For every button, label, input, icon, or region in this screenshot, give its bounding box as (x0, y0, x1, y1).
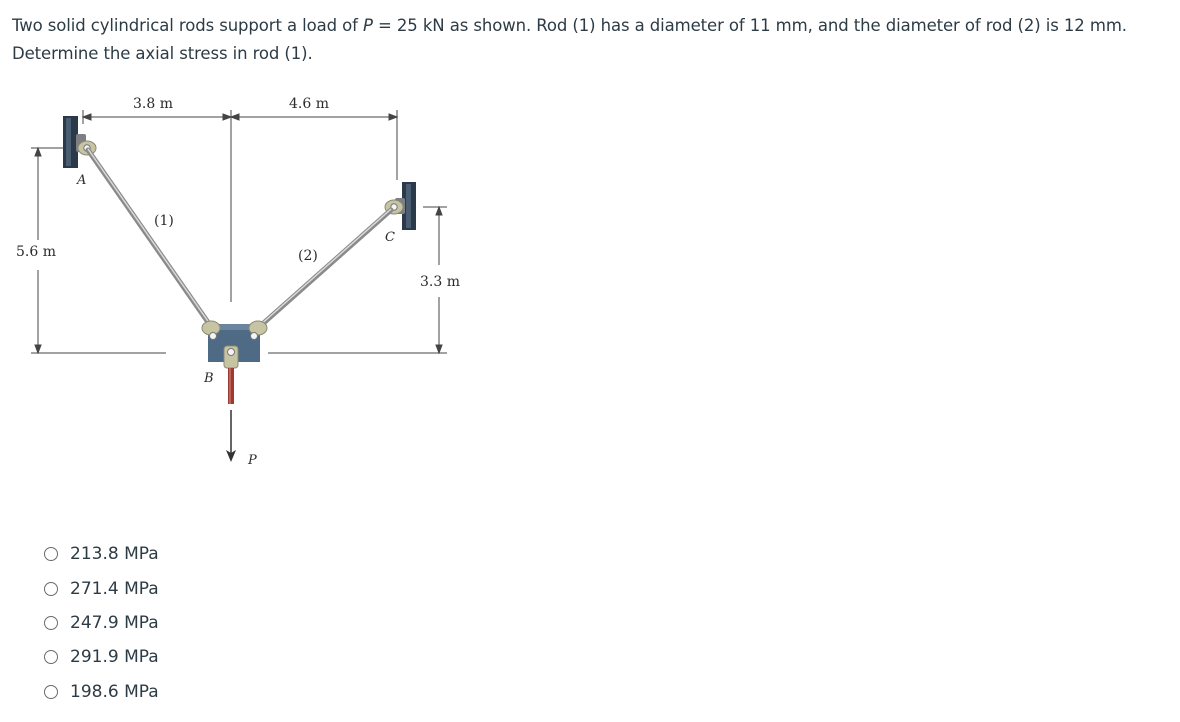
joint-b (202, 321, 267, 404)
point-b-label: B (204, 371, 214, 386)
rod-1-label: (1) (154, 213, 174, 229)
question-part2: = 25 kN as shown. Rod (1) has a diameter of 11 mm, and the diameter of rod (2) is 12 mm. (372, 16, 1127, 35)
dim-right: 3.3 m (420, 274, 460, 290)
answer-option-1[interactable] (44, 537, 159, 571)
answer-options (44, 537, 159, 709)
radio-button[interactable] (44, 685, 58, 699)
question-text (12, 12, 1172, 68)
horizontal-dimension (83, 110, 397, 302)
dim-top-right: 4.6 m (289, 96, 329, 112)
point-c-label: C (385, 230, 395, 245)
answer-label-3: 247.9 MPa (70, 612, 159, 633)
radio-button[interactable] (44, 547, 58, 561)
dim-left: 5.6 m (16, 244, 56, 260)
load-arrow (226, 410, 236, 462)
support-a (63, 116, 96, 168)
load-label: P (248, 453, 257, 468)
answer-option-2[interactable] (44, 571, 159, 605)
question-line2: Determine the axial stress in rod (1). (12, 44, 313, 63)
answer-label-5: 198.6 MPa (70, 681, 159, 702)
rod-2-label: (2) (298, 248, 318, 264)
answer-label-2: 271.4 MPa (70, 578, 159, 599)
radio-button[interactable] (44, 616, 58, 630)
answer-option-3[interactable] (44, 606, 159, 640)
rod-2 (258, 209, 391, 328)
question-part1: Two solid cylindrical rods support a load of (12, 16, 364, 35)
answer-label-1: 213.8 MPa (70, 544, 159, 565)
answer-option-4[interactable] (44, 640, 159, 674)
load-symbol: P (363, 16, 373, 35)
truss-figure (0, 80, 480, 480)
point-a-label: A (77, 173, 87, 188)
support-c (385, 182, 416, 230)
dim-top-left: 3.8 m (133, 96, 173, 112)
answer-option-5[interactable] (44, 675, 159, 709)
radio-button[interactable] (44, 650, 58, 664)
radio-button[interactable] (44, 582, 58, 596)
answer-label-4: 291.9 MPa (70, 647, 159, 668)
rod-1 (88, 149, 212, 328)
